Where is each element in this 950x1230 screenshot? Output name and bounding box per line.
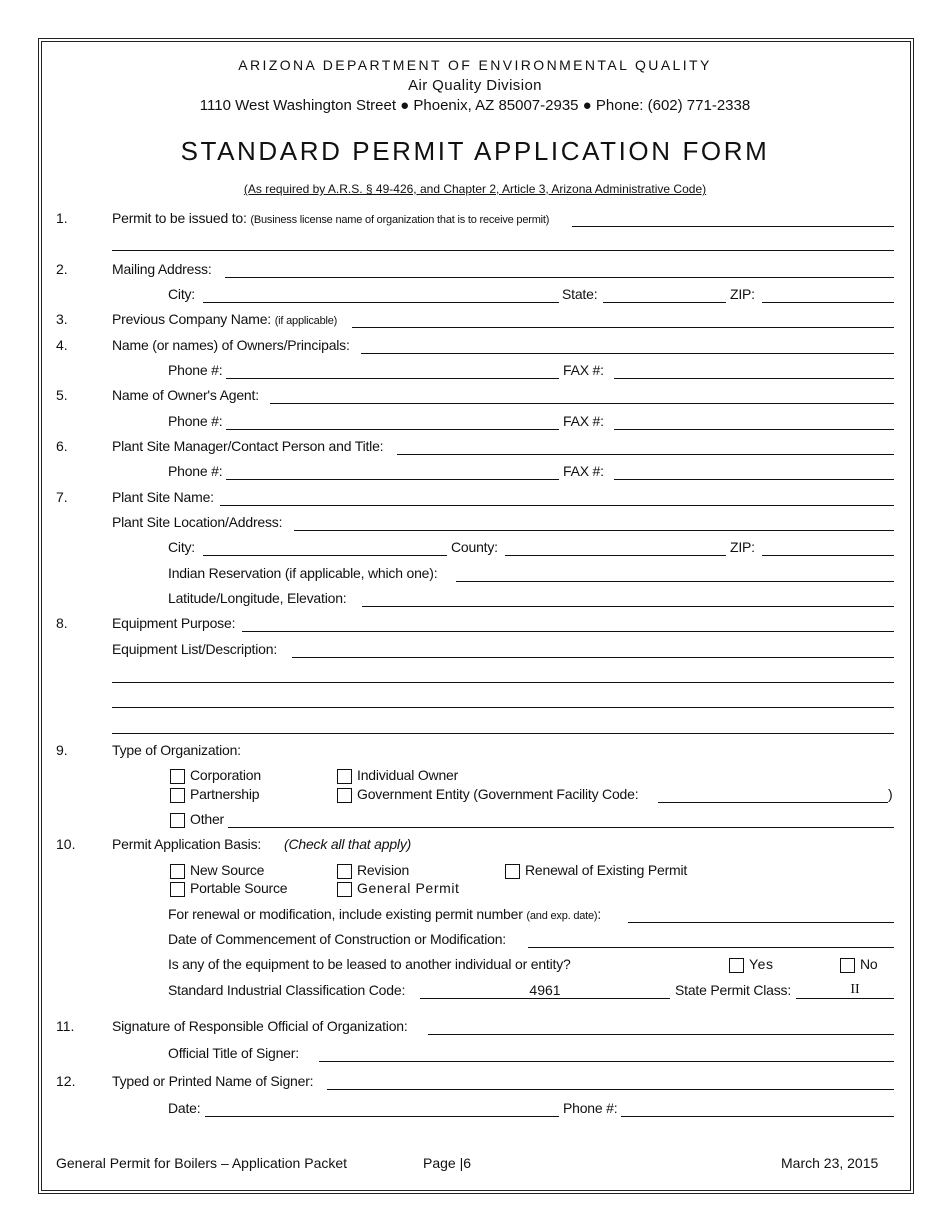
item-number: 4. bbox=[56, 337, 68, 353]
individual-owner-checkbox[interactable] bbox=[337, 769, 352, 784]
site-name-label: Plant Site Name: bbox=[112, 489, 214, 505]
official-title-field[interactable] bbox=[319, 1061, 894, 1062]
owners-label: Name (or names) of Owners/Principals: bbox=[112, 337, 350, 353]
latlong-label: Latitude/Longitude, Elevation: bbox=[168, 590, 347, 606]
renewal-modification-text: For renewal or modification, include existing permit number bbox=[168, 906, 523, 922]
equipment-purpose-field[interactable] bbox=[242, 631, 894, 632]
renewal-checkbox[interactable] bbox=[505, 864, 520, 879]
existing-permit-number-field[interactable] bbox=[628, 922, 894, 923]
commencement-date-label: Date of Commencement of Construction or Modification: bbox=[168, 931, 506, 947]
permit-to-text: Permit to be issued to: bbox=[112, 210, 247, 226]
owners-phone-field[interactable] bbox=[226, 378, 559, 379]
city-label: City: bbox=[168, 286, 196, 302]
manager-label: Plant Site Manager/Contact Person and Title: bbox=[112, 438, 384, 454]
sic-code-value: 4961 bbox=[529, 982, 561, 998]
agent-field[interactable] bbox=[270, 403, 894, 404]
partnership-label: Partnership bbox=[190, 786, 260, 802]
equipment-purpose-label: Equipment Purpose: bbox=[112, 615, 236, 631]
previous-company-field[interactable] bbox=[352, 327, 894, 328]
mailing-address-field[interactable] bbox=[225, 277, 894, 278]
general-permit-label: General Permit bbox=[357, 880, 460, 896]
owners-field[interactable] bbox=[361, 353, 894, 354]
sic-code-label: Standard Industrial Classification Code: bbox=[168, 982, 406, 998]
portable-source-checkbox[interactable] bbox=[170, 882, 185, 897]
signer-phone-field[interactable] bbox=[621, 1116, 894, 1117]
government-entity-label: Government Entity (Government Facility Code: bbox=[357, 786, 639, 802]
corporation-checkbox[interactable] bbox=[170, 769, 185, 784]
division-name: Air Quality Division bbox=[408, 77, 542, 94]
official-title-label: Official Title of Signer: bbox=[168, 1045, 299, 1061]
state-permit-class-value: II bbox=[850, 982, 860, 997]
fax-label: FAX #: bbox=[563, 362, 604, 378]
equipment-list-line4[interactable] bbox=[112, 733, 894, 734]
check-all-note: (Check all that apply) bbox=[284, 836, 412, 852]
renewal-label: Renewal of Existing Permit bbox=[525, 862, 688, 878]
site-location-field[interactable] bbox=[294, 530, 894, 531]
no-label: No bbox=[860, 956, 878, 972]
form-subtitle: (As required by A.R.S. § 49-426, and Chapter 2, Article 3, Arizona Administrative Code) bbox=[243, 182, 707, 196]
mailing-zip-field[interactable] bbox=[762, 302, 894, 303]
zip-label: ZIP: bbox=[730, 286, 755, 302]
government-code-field[interactable] bbox=[658, 802, 888, 803]
if-applicable-note: (if applicable) bbox=[274, 315, 338, 327]
yes-label: Yes bbox=[749, 956, 774, 972]
item-number: 1. bbox=[56, 210, 68, 226]
agent-fax-field[interactable] bbox=[614, 429, 894, 430]
other-checkbox[interactable] bbox=[170, 813, 185, 828]
mailing-city-field[interactable] bbox=[203, 302, 559, 303]
agency-address: 1110 West Washington Street ● Phoenix, AZ 85007-2935 ● Phone: (602) 771-2338 bbox=[199, 97, 751, 114]
printed-name-label: Typed or Printed Name of Signer: bbox=[112, 1073, 314, 1089]
agency-name: ARIZONA DEPARTMENT OF ENVIRONMENTAL QUALITY bbox=[238, 57, 712, 73]
signature-field[interactable] bbox=[428, 1034, 894, 1035]
equipment-list-label: Equipment List/Description: bbox=[112, 641, 278, 657]
leased-yes-checkbox[interactable] bbox=[729, 958, 744, 973]
item-number: 2. bbox=[56, 261, 68, 277]
latlong-field[interactable] bbox=[362, 606, 894, 607]
colon-text: : bbox=[597, 906, 602, 922]
fax-label: FAX #: bbox=[563, 413, 604, 429]
mailing-state-field[interactable] bbox=[603, 302, 726, 303]
phone-label: Phone #: bbox=[168, 463, 223, 479]
new-source-label: New Source bbox=[190, 862, 265, 878]
item-number: 9. bbox=[56, 742, 68, 758]
footer-date: March 23, 2015 bbox=[781, 1155, 879, 1171]
footer-page-number: Page |6 bbox=[423, 1155, 472, 1171]
phone-label: Phone #: bbox=[563, 1100, 618, 1116]
permit-to-label bbox=[112, 210, 549, 226]
reservation-field[interactable] bbox=[456, 581, 894, 582]
item-number: 12. bbox=[56, 1073, 76, 1089]
city-label: City: bbox=[168, 539, 196, 555]
new-source-checkbox[interactable] bbox=[170, 864, 185, 879]
portable-source-label: Portable Source bbox=[190, 880, 288, 896]
exp-date-note: (and exp. date) bbox=[526, 910, 598, 922]
other-field[interactable] bbox=[228, 827, 894, 828]
equipment-list-line2[interactable] bbox=[112, 682, 894, 683]
agent-phone-field[interactable] bbox=[226, 429, 559, 430]
previous-company-label bbox=[112, 311, 337, 327]
equipment-list-line3[interactable] bbox=[112, 707, 894, 708]
manager-fax-field[interactable] bbox=[614, 479, 894, 480]
date-label: Date: bbox=[168, 1100, 201, 1116]
footer-document-name: General Permit for Boilers – Application Packet bbox=[56, 1155, 348, 1171]
site-city-field[interactable] bbox=[203, 555, 447, 556]
revision-label: Revision bbox=[357, 862, 410, 878]
agent-label: Name of Owner's Agent: bbox=[112, 387, 259, 403]
item-number: 8. bbox=[56, 615, 68, 631]
item-number: 10. bbox=[56, 836, 76, 852]
leased-no-checkbox[interactable] bbox=[840, 958, 855, 973]
government-entity-checkbox[interactable] bbox=[337, 788, 352, 803]
permit-to-note: (Business license name of organization that is to receive permit) bbox=[250, 214, 550, 226]
permit-to-field-line2[interactable] bbox=[112, 250, 894, 251]
partnership-checkbox[interactable] bbox=[170, 788, 185, 803]
general-permit-checkbox[interactable] bbox=[337, 882, 352, 897]
date-field[interactable] bbox=[205, 1116, 559, 1117]
fax-label: FAX #: bbox=[563, 463, 604, 479]
phone-label: Phone #: bbox=[168, 362, 223, 378]
owners-fax-field[interactable] bbox=[614, 378, 894, 379]
sic-code-field[interactable] bbox=[420, 998, 670, 999]
signature-label: Signature of Responsible Official of Organization: bbox=[112, 1018, 408, 1034]
printed-name-field[interactable] bbox=[327, 1089, 894, 1090]
state-permit-class-label: State Permit Class: bbox=[675, 982, 792, 998]
other-label: Other bbox=[190, 811, 225, 827]
item-number: 11. bbox=[56, 1018, 75, 1034]
item-number: 6. bbox=[56, 438, 68, 454]
mailing-address-label: Mailing Address: bbox=[112, 261, 212, 277]
site-name-field[interactable] bbox=[220, 505, 894, 506]
revision-checkbox[interactable] bbox=[337, 864, 352, 879]
organization-type-label: Type of Organization: bbox=[112, 742, 241, 758]
previous-company-text: Previous Company Name: bbox=[112, 311, 271, 327]
item-number: 5. bbox=[56, 387, 68, 403]
basis-label: Permit Application Basis: bbox=[112, 836, 262, 852]
permit-to-field[interactable] bbox=[572, 226, 894, 227]
renewal-modification-label bbox=[168, 906, 601, 922]
item-number: 7. bbox=[56, 489, 68, 505]
phone-label: Phone #: bbox=[168, 413, 223, 429]
item-number: 3. bbox=[56, 311, 68, 327]
commencement-date-field[interactable] bbox=[528, 947, 894, 948]
leased-question-label: Is any of the equipment to be leased to another individual or entity? bbox=[168, 956, 571, 972]
equipment-list-field[interactable] bbox=[292, 657, 894, 658]
site-zip-field[interactable] bbox=[762, 555, 894, 556]
form-title: STANDARD PERMIT APPLICATION FORM bbox=[180, 136, 770, 166]
state-label: State: bbox=[562, 286, 598, 302]
individual-owner-label: Individual Owner bbox=[357, 767, 459, 783]
zip-label: ZIP: bbox=[730, 539, 755, 555]
county-label: County: bbox=[451, 539, 498, 555]
manager-phone-field[interactable] bbox=[226, 479, 559, 480]
site-county-field[interactable] bbox=[505, 555, 726, 556]
corporation-label: Corporation bbox=[190, 767, 261, 783]
site-location-label: Plant Site Location/Address: bbox=[112, 514, 283, 530]
manager-field[interactable] bbox=[397, 454, 894, 455]
state-permit-class-field[interactable] bbox=[796, 998, 894, 999]
paren-close: ) bbox=[888, 786, 893, 802]
reservation-label: Indian Reservation (if applicable, which one): bbox=[168, 565, 438, 581]
